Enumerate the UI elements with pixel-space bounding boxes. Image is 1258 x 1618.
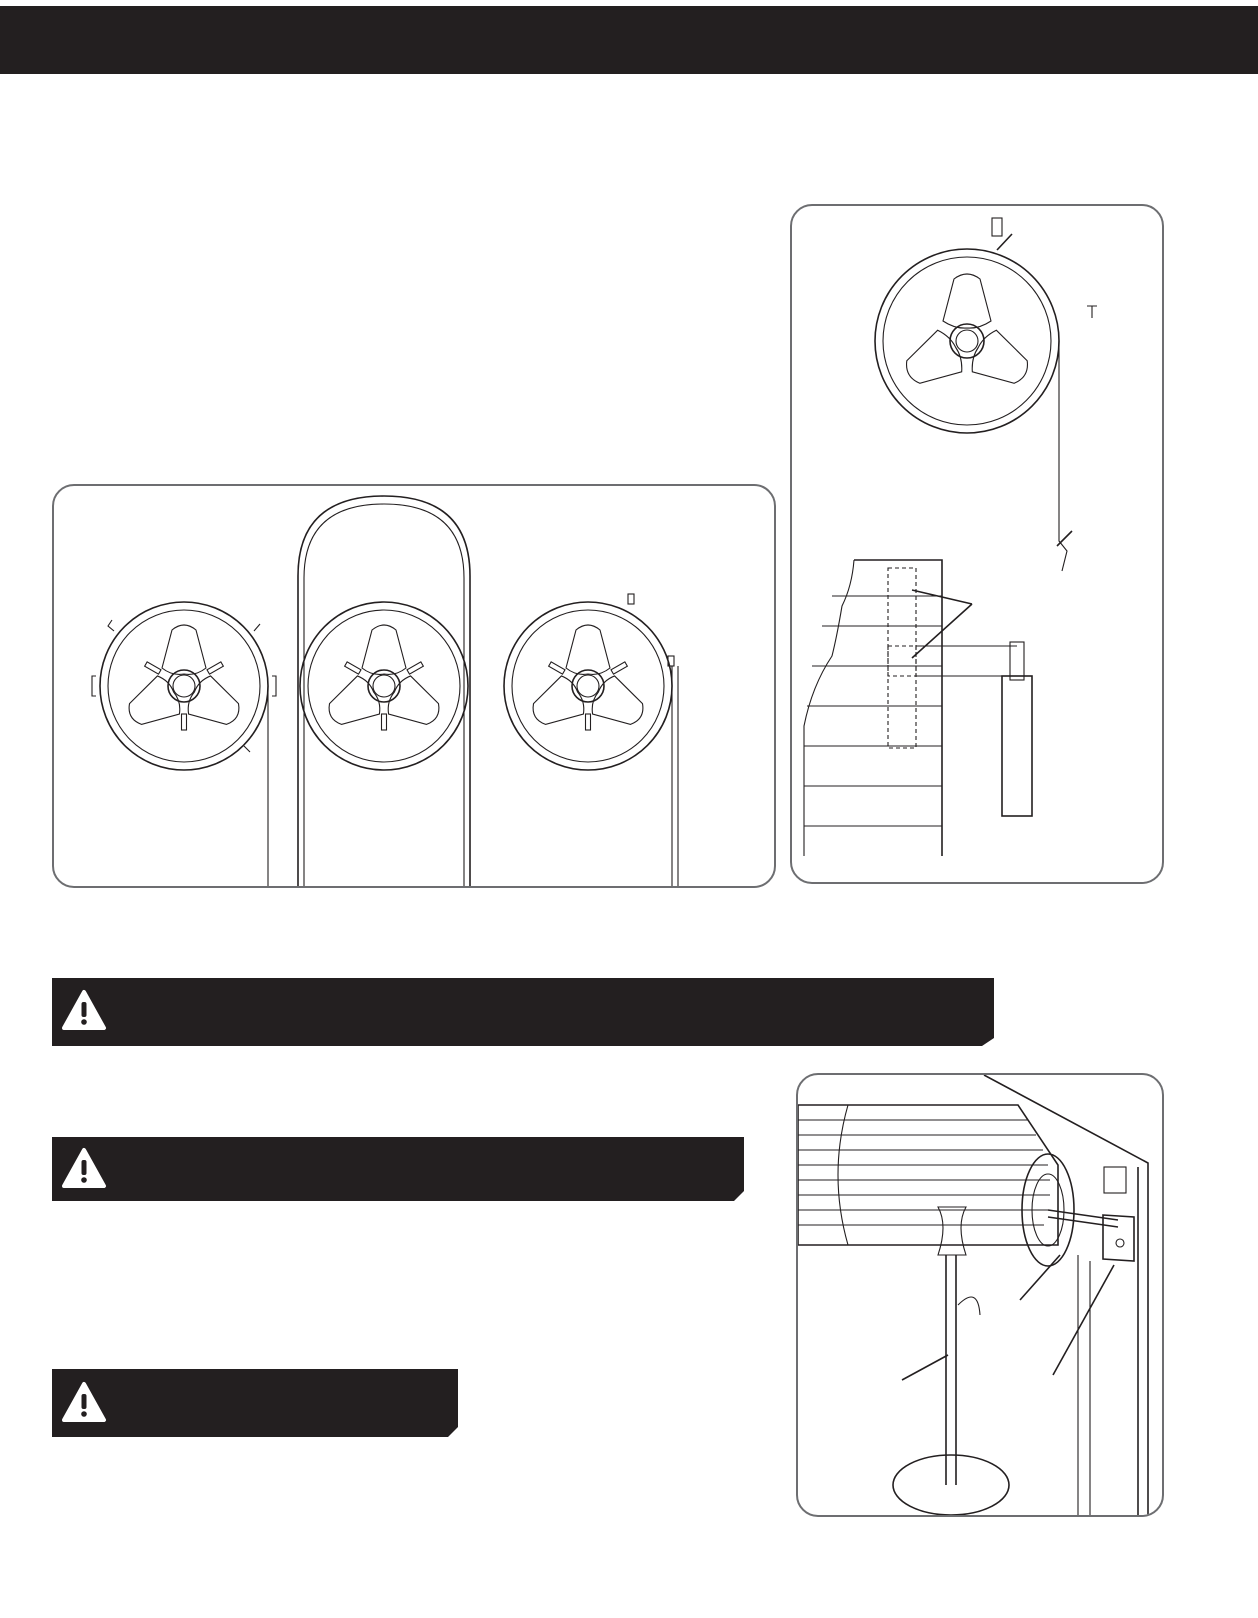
warning-banner-shape xyxy=(52,978,994,1046)
warning-banner xyxy=(52,1369,458,1437)
wheel-center xyxy=(298,496,470,886)
warning-banner xyxy=(52,978,994,1046)
wheel-sequence-panel xyxy=(52,484,776,888)
roll-stand-panel xyxy=(796,1073,1164,1517)
wheel-side-detail-illustration xyxy=(792,206,1162,882)
wheel-right xyxy=(504,594,678,886)
warning-banner-shape xyxy=(52,1137,744,1201)
warning-banner xyxy=(52,1137,744,1201)
wheel-side-detail-panel xyxy=(790,204,1164,884)
header-bar xyxy=(0,6,1258,74)
wheel-left xyxy=(92,602,276,886)
roll-stand-illustration xyxy=(798,1075,1162,1515)
warning-banner-shape xyxy=(52,1369,458,1437)
wheel-sequence-illustration xyxy=(54,486,774,886)
